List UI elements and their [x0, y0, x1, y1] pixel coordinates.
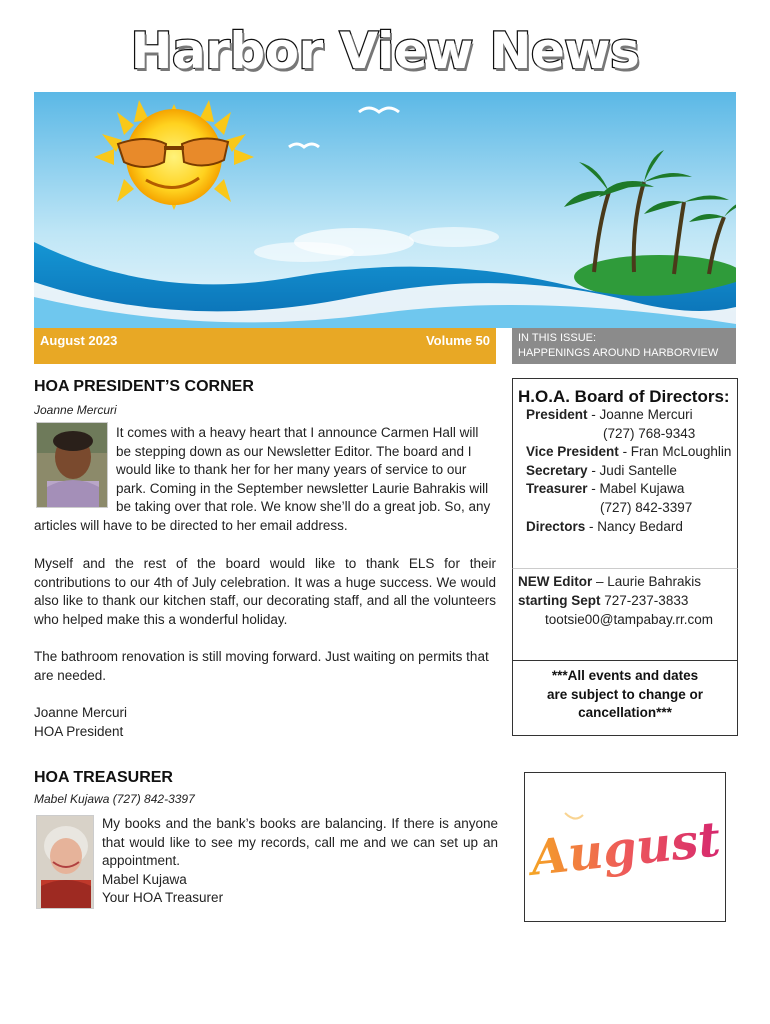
role-label: Vice President — [526, 444, 619, 459]
issue-volume: Volume 50 — [425, 333, 490, 348]
member-name: - Nancy Bedard — [585, 519, 683, 534]
beach-banner-image — [34, 92, 736, 328]
treasurer-section-title: HOA TREASURER — [34, 769, 173, 786]
editor-start-label: starting Sept — [518, 593, 601, 608]
treasurer-phone: (727) 842-3397 — [600, 500, 693, 515]
notice-line: ***All events and dates — [551, 668, 699, 683]
member-name: - Fran McLoughlin — [618, 444, 732, 459]
events-notice-box — [512, 660, 738, 736]
paragraph-line: It comes with a heavy heart that I announce Carmen Hall will — [116, 425, 479, 440]
signature-name: Joanne Mercuri — [34, 705, 128, 720]
member-name: - Judi Santelle — [587, 463, 677, 478]
board-of-directors-box — [512, 378, 738, 568]
treasurer-sign-name: Mabel Kujawa — [102, 871, 187, 887]
board-treasurer — [526, 481, 684, 496]
board-title: H.O.A. Board of Directors: — [518, 387, 730, 406]
president-paragraph-1 — [116, 424, 496, 517]
treasurer-byline: Mabel Kujawa (727) 842-3397 — [34, 792, 195, 806]
president-paragraph-1-tail: articles will have to be directed to her email address. — [34, 518, 348, 533]
issue-month: August 2023 — [40, 333, 118, 348]
editor-name: – Laurie Bahrakis — [592, 574, 702, 589]
paragraph-line: that would like to see my records, call me and we can set up an — [102, 834, 498, 850]
signature-role: HOA President — [34, 723, 124, 739]
new-editor-box — [512, 568, 738, 660]
events-notice — [513, 667, 737, 723]
member-name: - Joanne Mercuri — [587, 407, 693, 422]
editor-start-line — [518, 593, 688, 608]
paragraph-line: would like to thank her for her many years of service to our — [116, 462, 467, 478]
treasurer-photo — [36, 815, 94, 909]
president-paragraph-2: Myself and the rest of the board would like to thank ELS for their contributions to our 4th of July celebration. It was a huge success. We would also like to thank our kitchen staff, our decorating staff, and all the volunteers who helped make this a wonderful holiday. — [34, 556, 496, 627]
august-lettering: August — [528, 811, 723, 887]
president-byline: Joanne Mercuri — [34, 403, 117, 417]
board-vice-president — [526, 444, 731, 459]
president-photo — [36, 422, 108, 508]
editor-label: NEW Editor — [518, 574, 593, 589]
board-president — [526, 407, 693, 422]
paragraph-line: appointment. — [102, 853, 181, 869]
member-name: - Mabel Kujawa — [587, 481, 685, 496]
editor-email: tootsie00@tampabay.rr.com — [545, 612, 714, 627]
paragraph-line: be stepping down as our Newsletter Editor. The board and I — [116, 443, 472, 459]
paragraph-line: park. Coming in the September newsletter Laurie Bahrakis will — [116, 480, 489, 496]
role-label: Directors — [526, 519, 586, 534]
in-this-issue-bar — [512, 328, 736, 364]
president-section-title: HOA PRESIDENT’S CORNER — [34, 378, 254, 395]
treasurer-paragraph — [102, 815, 498, 908]
new-editor-line — [518, 574, 701, 589]
in-this-issue-label: IN THIS ISSUE: — [518, 332, 597, 344]
notice-line: are subject to change or — [546, 686, 704, 702]
editor-phone: 727-237-3833 — [600, 593, 689, 608]
board-directors — [526, 519, 683, 534]
role-label: Secretary — [526, 463, 588, 478]
role-label: Treasurer — [526, 481, 588, 496]
notice-line: cancellation*** — [578, 705, 672, 721]
paragraph-line: be taking over that role. We know she’ll do a great job. So, any — [116, 499, 491, 515]
paragraph-line: My books and the bank’s books are balancing. If there is anyone — [102, 816, 498, 831]
august-artwork — [524, 772, 726, 922]
date-bar — [34, 328, 496, 364]
president-phone: (727) 768-9343 — [603, 426, 696, 441]
president-paragraph-3: The bathroom renovation is still moving forward. Just waiting on permits that are needed. — [34, 649, 489, 683]
board-secretary — [526, 463, 677, 478]
newsletter-title: Harbor View News — [130, 22, 640, 80]
role-label: President — [526, 407, 588, 422]
president-signature — [34, 704, 334, 741]
treasurer-sign-role: Your HOA Treasurer — [102, 890, 224, 906]
in-this-issue-topic: HAPPENINGS AROUND HARBORVIEW — [518, 347, 719, 359]
